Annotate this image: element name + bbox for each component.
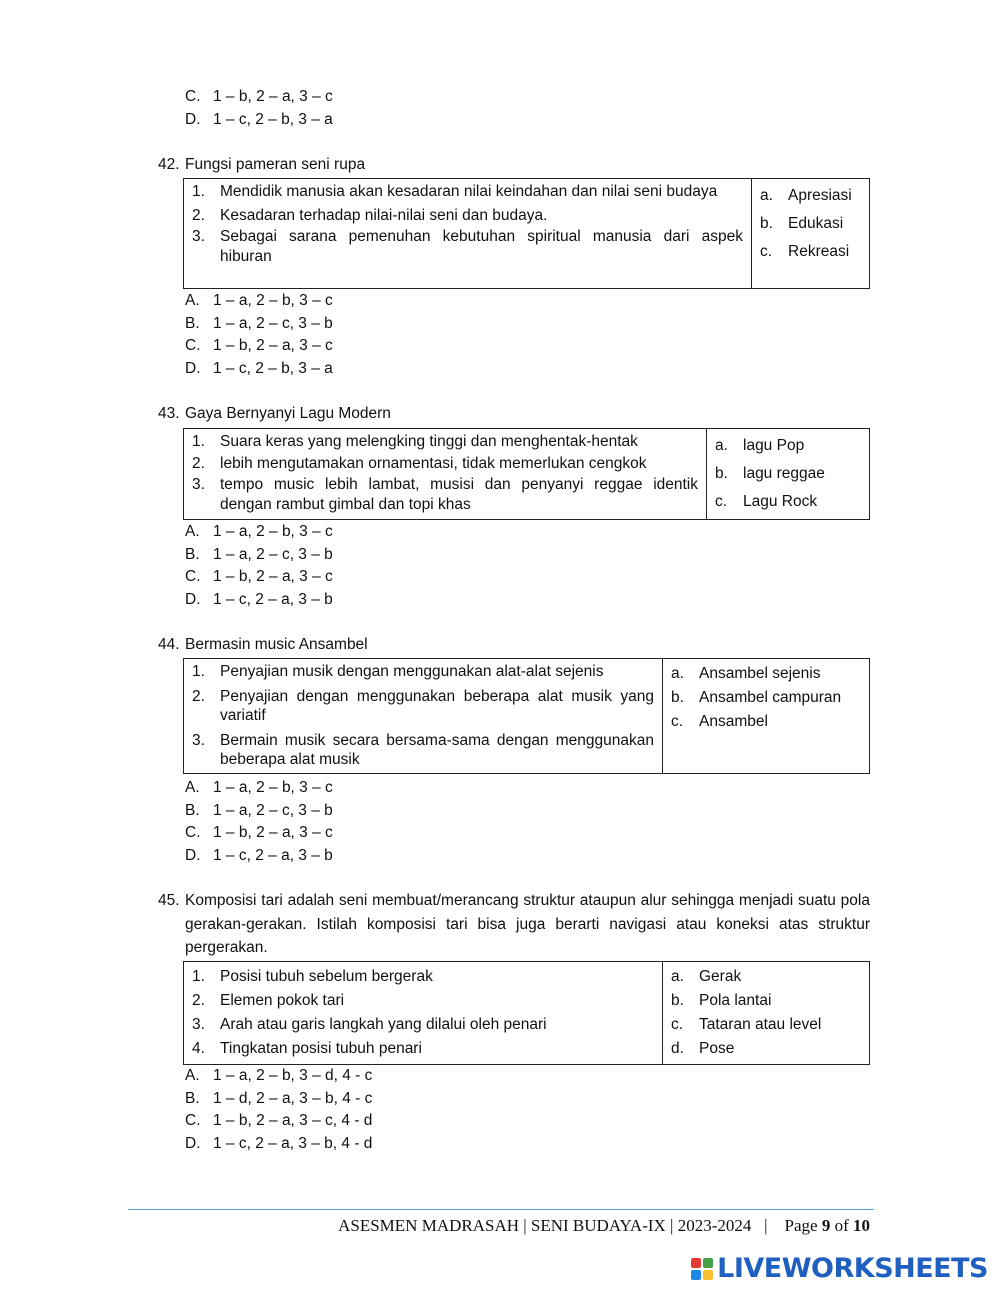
question-45-matching-table — [183, 961, 870, 1065]
option-d[interactable]: D. 1 – c, 2 – a, 3 – b — [185, 846, 333, 864]
question-44-matching-table — [183, 658, 870, 774]
option-c[interactable]: C. 1 – b, 2 – a, 3 – c, 4 - d — [185, 1112, 373, 1129]
footer-divider — [128, 1209, 874, 1210]
statement-1: 1. Suara keras yang melengking tinggi dan menghentak-hentak — [192, 433, 638, 450]
option-c: C. 1 – b, 2 – a, 3 – c — [185, 88, 333, 105]
question-45-title: 45. Komposisi tari adalah seni membuat/merancang struktur ataupun alur sehingga menjadi suatu pola gerakan-gerakan. Istilah komposisi tari bisa juga berarti navigasi atau koneksi atas struktur pergerakan. — [158, 892, 870, 956]
footer-separator: | — [764, 1216, 768, 1235]
option-b[interactable]: B. 1 – d, 2 – a, 3 – b, 4 - c — [185, 1089, 373, 1107]
question-43-matching-table — [183, 428, 870, 520]
answer-c: c. Lagu Rock — [715, 493, 818, 510]
option-d[interactable]: D. 1 – c, 2 – a, 3 – b — [185, 590, 333, 608]
prev-options — [185, 86, 333, 131]
question-43-options — [185, 521, 333, 611]
answer-d: d. Pose — [671, 1040, 735, 1057]
left-column — [184, 429, 707, 520]
right-column — [752, 179, 870, 289]
statement-3: 3. tempo music lebih lambat, musisi dan penyanyi reggae identik dengan rambut gimbal dan topi khas — [192, 476, 698, 513]
question-43-title: 43. Gaya Bernyanyi Lagu Modern — [158, 405, 391, 422]
statement-1: 1. Penyajian musik dengan menggunakan alat-alat sejenis — [192, 663, 604, 680]
answer-b: b. Edukasi — [760, 215, 844, 232]
statement-1: 1. Mendidik manusia akan kesadaran nilai keindahan dan nilai seni budaya — [192, 183, 718, 200]
answer-b: b. lagu reggae — [715, 465, 825, 482]
statement-3: 3. Bermain musik secara bersama-sama dengan menggunakan beberapa alat musik — [192, 731, 654, 768]
left-column — [184, 179, 752, 289]
statement-2: 2. Kesadaran terhadap nilai-nilai seni dan budaya. — [192, 206, 548, 224]
answer-c: c. Ansambel — [671, 713, 768, 730]
statement-3: 3. Sebagai sarana pemenuhan kebutuhan spiritual manusia dari aspek hiburan — [192, 228, 743, 265]
question-45-options — [185, 1065, 372, 1155]
option-a[interactable]: A. 1 – a, 2 – b, 3 – c — [185, 292, 333, 309]
left-column — [184, 962, 663, 1065]
question-42-title: 42. Fungsi pameran seni rupa — [158, 156, 366, 173]
option-c[interactable]: C. 1 – b, 2 – a, 3 – c — [185, 824, 333, 841]
question-44-options — [185, 777, 333, 867]
answer-c: c. Rekreasi — [760, 243, 850, 260]
option-b[interactable]: B. 1 – a, 2 – c, 3 – b — [185, 801, 333, 819]
option-d[interactable]: D. 1 – c, 2 – b, 3 – a — [185, 359, 333, 377]
brand-name: LIVEWORKSHEETS — [717, 1253, 988, 1284]
page-footer — [338, 1216, 870, 1236]
statement-3: 3. Arah atau garis langkah yang dilalui oleh penari — [192, 1016, 547, 1033]
statement-2: 2. Elemen pokok tari — [192, 992, 345, 1009]
of-label: of — [834, 1216, 849, 1235]
option-c[interactable]: C. 1 – b, 2 – a, 3 – c — [185, 337, 333, 354]
page-label: Page — [784, 1216, 818, 1235]
statement-1: 1. Posisi tubuh sebelum bergerak — [192, 968, 433, 985]
right-column — [663, 962, 870, 1065]
page-total: 10 — [853, 1216, 870, 1235]
statement-2: 2. lebih mengutamakan ornamentasi, tidak memerlukan cengkok — [192, 454, 647, 472]
left-column — [184, 659, 663, 774]
option-b[interactable]: B. 1 – a, 2 – c, 3 – b — [185, 314, 333, 332]
answer-a: a. Apresiasi — [760, 187, 852, 204]
liveworksheets-brand[interactable] — [691, 1253, 988, 1284]
question-42-options — [185, 290, 333, 380]
answer-c: c. Tataran atau level — [671, 1016, 822, 1033]
option-d[interactable]: D. 1 – c, 2 – a, 3 – b, 4 - d — [185, 1134, 373, 1152]
answer-b: b. Pola lantai — [671, 992, 772, 1009]
statement-2: 2. Penyajian dengan menggunakan beberapa alat musik yang variatif — [192, 687, 654, 724]
answer-a: a. Ansambel sejenis — [671, 665, 821, 682]
question-42-matching-table — [183, 178, 870, 289]
right-column — [707, 429, 870, 520]
option-d: D. 1 – c, 2 – b, 3 – a — [185, 110, 333, 128]
option-c[interactable]: C. 1 – b, 2 – a, 3 – c — [185, 568, 333, 585]
option-a[interactable]: A. 1 – a, 2 – b, 3 – d, 4 - c — [185, 1067, 373, 1084]
liveworksheets-logo-icon — [691, 1258, 713, 1280]
right-column — [663, 659, 870, 774]
option-b[interactable]: B. 1 – a, 2 – c, 3 – b — [185, 545, 333, 563]
page-number: 9 — [821, 1216, 831, 1235]
option-a[interactable]: A. 1 – a, 2 – b, 3 – c — [185, 779, 333, 796]
question-44-title: 44. Bermasin music Ansambel — [158, 636, 368, 653]
statement-4: 4. Tingkatan posisi tubuh penari — [192, 1040, 422, 1057]
answer-a: a. Gerak — [671, 968, 742, 985]
answer-a: a. lagu Pop — [715, 437, 805, 454]
footer-title: ASESMEN MADRASAH | SENI BUDAYA-IX | 2023-2024 — [338, 1216, 752, 1235]
option-a[interactable]: A. 1 – a, 2 – b, 3 – c — [185, 523, 333, 540]
answer-b: b. Ansambel campuran — [671, 689, 842, 706]
